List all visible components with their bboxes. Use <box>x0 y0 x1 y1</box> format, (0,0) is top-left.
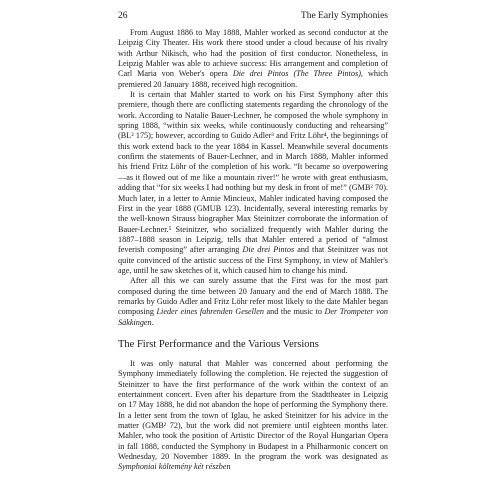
paragraph-2-text: It is certain that Mahler started to work on his First Symphony after this premiere, though there are conflicting statements regarding the chronology of the work. According to Natalie Bauer-Lechner, he composed the whole symphony in spring 1888, “within six weeks, while continuously conducting and rehearsing” (BL² 175); however, according to Guido Adler³ and Fritz Löhr⁴, the beginnings of this work extend back to the year 1884 in Kassel. Meanwhile several documents confirm the statements of Bauer-Lechner, and in March 1888, Mahler informed his friend Fritz Löhr of the completion of his work. “It became so overpowering—as it flowed out of me like a mountain river!” he wrote with great enthusiasm, adding that “for six weeks I had nothing but my desk in front of me!” (GMB² 70). Much later, in a letter to Annie Mincieux, Mahler indicated having composed the First in the year 1888 (GMUB 123). Incidentally, several interesting remarks by the well-known Strauss biographer Max Steinitzer corroborate the information of Bauer-Lechner.⁵ Steinitzer, who socialized frequently with Mahler during the 1887–1888 season in Leipzig, tells that Mahler entered a period of “almost feverish composing” after arranging <box>118 90 388 255</box>
trumpeter-title: Der Trompeter von Säkkingen <box>118 307 388 327</box>
paragraph-3-end: . <box>151 317 154 327</box>
hungarian-title: Symphoniai költemény két részben <box>118 462 231 472</box>
running-title: The Early Symphonies <box>300 11 388 21</box>
body-text <box>118 28 388 473</box>
paragraph-1 <box>118 28 388 90</box>
paragraph-3 <box>118 276 388 328</box>
paragraph-2-end: and that Steinitzer was not quite convinced of the artistic success of the First Symphony, in view of Mahler's age, until he saw sketches of it, which caused him to change his mind. <box>118 245 388 275</box>
running-header <box>118 10 388 22</box>
paragraph-3-mid: and the music to <box>263 307 325 317</box>
song-cycle-title: Lieder eines fahrenden Gesellen <box>156 307 264 317</box>
paragraph-3-text: After all this we can surely assume that the First was for the most part composed during the time between 20 January and the end of March 1888. The remarks by Guido Adler and Fritz Löhr refer most likely to the date Mahler began composing <box>118 276 388 317</box>
paragraph-1-end: , which premiered 20 January 1888, received high recognition. <box>118 69 388 89</box>
paragraph-1-text: From August 1886 to May 1888, Mahler worked as second conductor at the Leipzig City Theater. His work there stood under a cloud because of his rivalry with Arthur Nikisch, who had the position of first conductor. Nonetheless, in Leipzig Mahler was able to achieve success: His arrangement and completion of Carl Maria von Weber's opera <box>118 28 388 79</box>
paragraph-4 <box>118 359 388 473</box>
section-heading: The First Performance and the Various Versions <box>118 338 319 350</box>
opera-title-short: Die drei Pintos <box>242 245 295 255</box>
paragraph-4-text: It was only natural that Mahler was concerned about performing the Symphony immediately following the completion. He rejected the suggestion of Steinitzer to have the first performance of the work within the context of an entertainment concert. Even after his departure from the Stadttheater in Leipzig on 17 May 1888, he did not abandon the hope of performing the Symphony there. In a letter sent from the town of Iglau, he asked Steinitzer for his advice in the matter (GMB² 72), but the work did not premiere until eighteen months later. Mahler, who took the position of Artistic Director of the Royal Hungarian Opera in fall 1888, conducted the Symphony in Budapest in a Philharmonic concert on Wednesday, 20 November 1889. In the program the work was designated as <box>118 358 388 462</box>
page-number: 26 <box>118 11 128 21</box>
opera-title: Die drei Pintos (The Three Pintos) <box>232 69 361 79</box>
paragraph-2 <box>118 90 388 276</box>
